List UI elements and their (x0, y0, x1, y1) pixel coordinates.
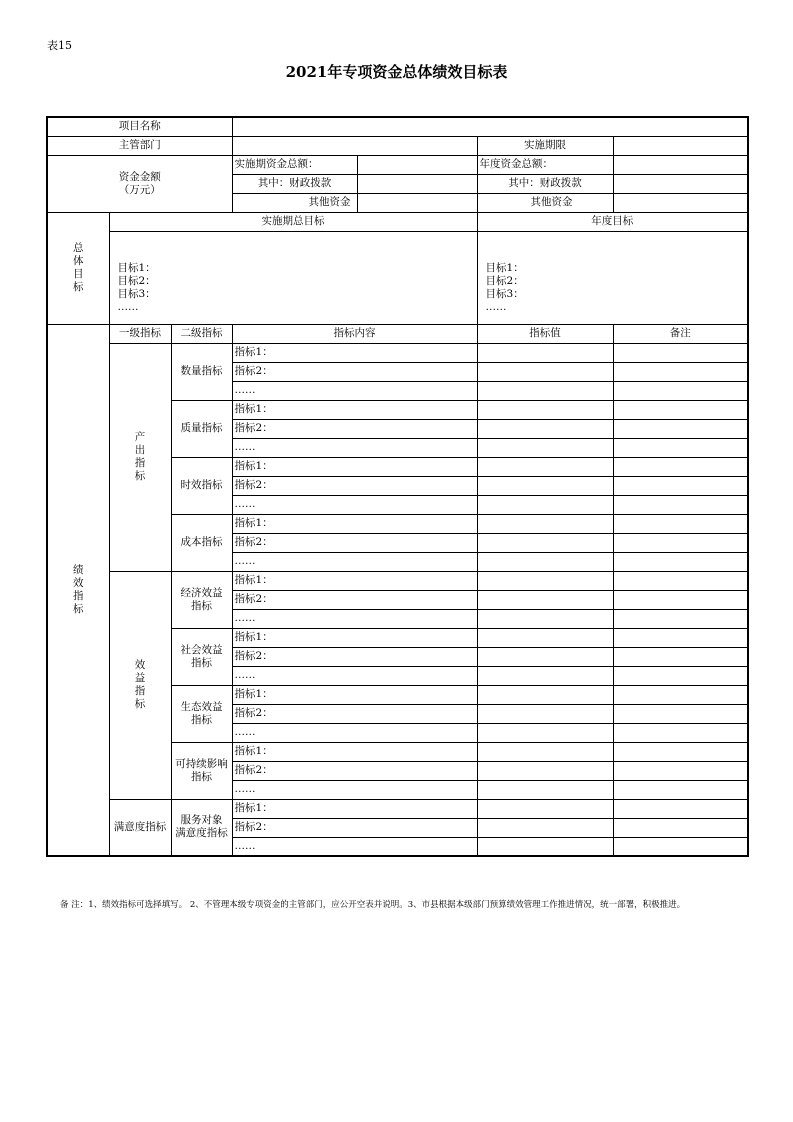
goal-item: 目标3： (117, 287, 156, 300)
indicator-cell[interactable]: 指标2： (232, 419, 477, 438)
indicator-cell[interactable]: …… (232, 666, 477, 685)
col-content: 指标内容 (232, 324, 477, 343)
other-value[interactable] (357, 193, 477, 212)
indicator-cell[interactable]: …… (232, 438, 477, 457)
overall-goal-side (47, 212, 109, 324)
value-cell[interactable] (477, 666, 613, 685)
note-cell[interactable] (613, 590, 748, 609)
group-timeliness: 时效指标 (171, 457, 232, 514)
indicator-cell[interactable]: 指标1： (232, 343, 477, 362)
note-cell[interactable] (613, 647, 748, 666)
indicator-cell[interactable]: 指标2： (232, 704, 477, 723)
col-note: 备注 (613, 324, 748, 343)
fiscal-value[interactable] (357, 174, 477, 193)
group-quantity: 数量指标 (171, 343, 232, 400)
note-cell[interactable] (613, 609, 748, 628)
value-cell[interactable] (477, 476, 613, 495)
indicator-cell[interactable]: 指标1： (232, 457, 477, 476)
group-sustainable (171, 742, 232, 799)
value-cell[interactable] (477, 704, 613, 723)
side-char: 出 (134, 444, 146, 456)
note-cell[interactable] (613, 799, 748, 818)
value-cell[interactable] (477, 571, 613, 590)
indicator-cell[interactable]: 指标1： (232, 571, 477, 590)
indicator-cell[interactable]: 指标2： (232, 761, 477, 780)
group-service-satisfaction (171, 799, 232, 856)
goal-item: …… (117, 300, 139, 313)
amount-label-line1: 资金金额 (118, 170, 161, 183)
value-cell[interactable] (477, 647, 613, 666)
group-line: 指标 (191, 713, 212, 726)
other-value-2[interactable] (613, 193, 748, 212)
side-char: 标 (73, 602, 84, 615)
value-cell[interactable] (477, 685, 613, 704)
value-cell[interactable] (477, 514, 613, 533)
fiscal-label-2: 其中：财政拨款 (477, 174, 613, 193)
year-goal-header: 年度目标 (477, 212, 748, 231)
performance-goal-table (46, 116, 749, 857)
goal-item: 目标3： (485, 287, 524, 300)
page-title: 2021年专项资金总体绩效目标表 (285, 63, 508, 81)
side-char: 指 (73, 589, 84, 602)
satisfaction-side: 满意度指标 (109, 799, 171, 856)
indicator-cell[interactable]: 指标1： (232, 742, 477, 761)
value-cell[interactable] (477, 343, 613, 362)
other-label-2: 其他资金 (477, 193, 613, 212)
value-cell[interactable] (477, 419, 613, 438)
value-cell[interactable] (477, 799, 613, 818)
group-line: 社会效益 (180, 643, 223, 656)
indicator-cell[interactable]: 指标2： (232, 647, 477, 666)
benefit-side (109, 571, 171, 799)
value-cell[interactable] (477, 590, 613, 609)
group-economic (171, 571, 232, 628)
period-goal-header: 实施期总目标 (109, 212, 477, 231)
side-char: 产 (134, 431, 146, 443)
indicator-cell[interactable]: …… (232, 609, 477, 628)
value-cell[interactable] (477, 837, 613, 856)
output-side (109, 343, 171, 571)
group-line: 经济效益 (180, 586, 223, 599)
note-cell[interactable] (613, 780, 748, 799)
note-cell[interactable] (613, 552, 748, 571)
period-goal-body[interactable] (109, 231, 477, 324)
value-cell[interactable] (477, 362, 613, 381)
period-total-label: 实施期资金总额： (232, 155, 357, 174)
indicator-cell[interactable]: 指标1： (232, 514, 477, 533)
side-char: 效 (73, 576, 84, 589)
note-cell[interactable] (613, 343, 748, 362)
value-cell[interactable] (477, 742, 613, 761)
note-cell[interactable] (613, 400, 748, 419)
performance-side (47, 324, 109, 856)
note-cell[interactable] (613, 704, 748, 723)
year-total-value[interactable] (613, 155, 748, 174)
value-cell[interactable] (477, 723, 613, 742)
period-value[interactable] (613, 136, 748, 155)
value-cell[interactable] (477, 381, 613, 400)
value-cell[interactable] (477, 818, 613, 837)
goal-item: …… (485, 300, 507, 313)
value-cell[interactable] (477, 438, 613, 457)
group-cost: 成本指标 (171, 514, 232, 571)
indicator-cell[interactable]: …… (232, 552, 477, 571)
group-line: 满意度指标 (175, 827, 228, 840)
indicator-cell[interactable]: 指标2： (232, 476, 477, 495)
indicator-cell[interactable]: 指标1： (232, 628, 477, 647)
side-char: 指 (134, 457, 146, 469)
group-line: 可持续影响 (175, 757, 228, 770)
note-cell[interactable] (613, 837, 748, 856)
side-char: 总 (73, 242, 84, 254)
note-cell[interactable] (613, 761, 748, 780)
side-char: 目 (73, 268, 84, 280)
note-cell[interactable] (613, 514, 748, 533)
note-cell[interactable] (613, 723, 748, 742)
side-char: 指 (134, 685, 146, 697)
indicator-cell[interactable]: 指标1： (232, 685, 477, 704)
indicator-cell[interactable]: …… (232, 381, 477, 400)
value-cell[interactable] (477, 400, 613, 419)
goal-item: 目标1： (485, 261, 524, 274)
note-cell[interactable] (613, 571, 748, 590)
group-line: 指标 (191, 656, 212, 669)
period-label: 实施期限 (477, 136, 613, 155)
side-char: 体 (73, 255, 84, 267)
note-cell[interactable] (613, 438, 748, 457)
note-cell[interactable] (613, 419, 748, 438)
project-name-value[interactable] (232, 117, 748, 136)
indicator-cell[interactable]: …… (232, 495, 477, 514)
indicator-cell[interactable]: 指标2： (232, 533, 477, 552)
goal-item: 目标2： (485, 274, 524, 287)
value-cell[interactable] (477, 552, 613, 571)
goal-item: 目标1： (117, 261, 156, 274)
indicator-cell[interactable]: 指标1： (232, 400, 477, 419)
indicator-cell[interactable]: …… (232, 837, 477, 856)
col-value: 指标值 (477, 324, 613, 343)
side-char: 益 (134, 672, 146, 684)
value-cell[interactable] (477, 457, 613, 476)
group-quality: 质量指标 (171, 400, 232, 457)
year-total-label: 年度资金总额： (477, 155, 613, 174)
note-cell[interactable] (613, 628, 748, 647)
note-cell[interactable] (613, 362, 748, 381)
side-char: 效 (134, 659, 146, 671)
goal-item: 目标2： (117, 274, 156, 287)
group-line: 服务对象 (180, 814, 223, 827)
indicator-cell[interactable]: 指标1： (232, 799, 477, 818)
group-line: 生态效益 (180, 700, 223, 713)
table-number: 表15 (47, 39, 72, 52)
side-char: 标 (134, 470, 146, 482)
amount-label-line2: （万元） (118, 183, 161, 196)
note-cell[interactable] (613, 818, 748, 837)
note-cell[interactable] (613, 685, 748, 704)
value-cell[interactable] (477, 761, 613, 780)
value-cell[interactable] (477, 533, 613, 552)
indicator-cell[interactable]: 指标2： (232, 362, 477, 381)
value-cell[interactable] (477, 628, 613, 647)
side-char: 标 (73, 281, 84, 293)
note-cell[interactable] (613, 476, 748, 495)
fiscal-value-2[interactable] (613, 174, 748, 193)
period-total-value[interactable] (357, 155, 477, 174)
note-cell[interactable] (613, 666, 748, 685)
note-cell[interactable] (613, 457, 748, 476)
side-char: 标 (134, 698, 146, 710)
note-cell[interactable] (613, 495, 748, 514)
indicator-cell[interactable]: …… (232, 780, 477, 799)
dept-label: 主管部门 (47, 136, 232, 155)
amount-label (47, 155, 232, 212)
indicator-cell[interactable]: …… (232, 723, 477, 742)
value-cell[interactable] (477, 495, 613, 514)
col-level1: 一级指标 (109, 324, 171, 343)
other-label: 其他资金 (232, 193, 357, 212)
side-char: 绩 (73, 563, 84, 576)
col-level2: 二级指标 (171, 324, 232, 343)
note-cell[interactable] (613, 381, 748, 400)
indicator-cell[interactable]: 指标2： (232, 818, 477, 837)
dept-value[interactable] (232, 136, 477, 155)
indicator-cell[interactable]: 指标2： (232, 590, 477, 609)
note-cell[interactable] (613, 533, 748, 552)
fiscal-label: 其中：财政拨款 (232, 174, 357, 193)
group-line: 指标 (191, 770, 212, 783)
group-ecological (171, 685, 232, 742)
group-line: 指标 (191, 599, 212, 612)
value-cell[interactable] (477, 609, 613, 628)
project-name-label: 项目名称 (47, 117, 232, 136)
group-social (171, 628, 232, 685)
year-goal-body[interactable] (477, 231, 748, 324)
footnote: 备 注：1、绩效指标可选择填写。 2、不管理本级专项资金的主管部门，应公开空表并说明。3、市县根据本级部门预算绩效管理工作推进情况，统一部署，积极推进。 (60, 900, 686, 910)
note-cell[interactable] (613, 742, 748, 761)
value-cell[interactable] (477, 780, 613, 799)
